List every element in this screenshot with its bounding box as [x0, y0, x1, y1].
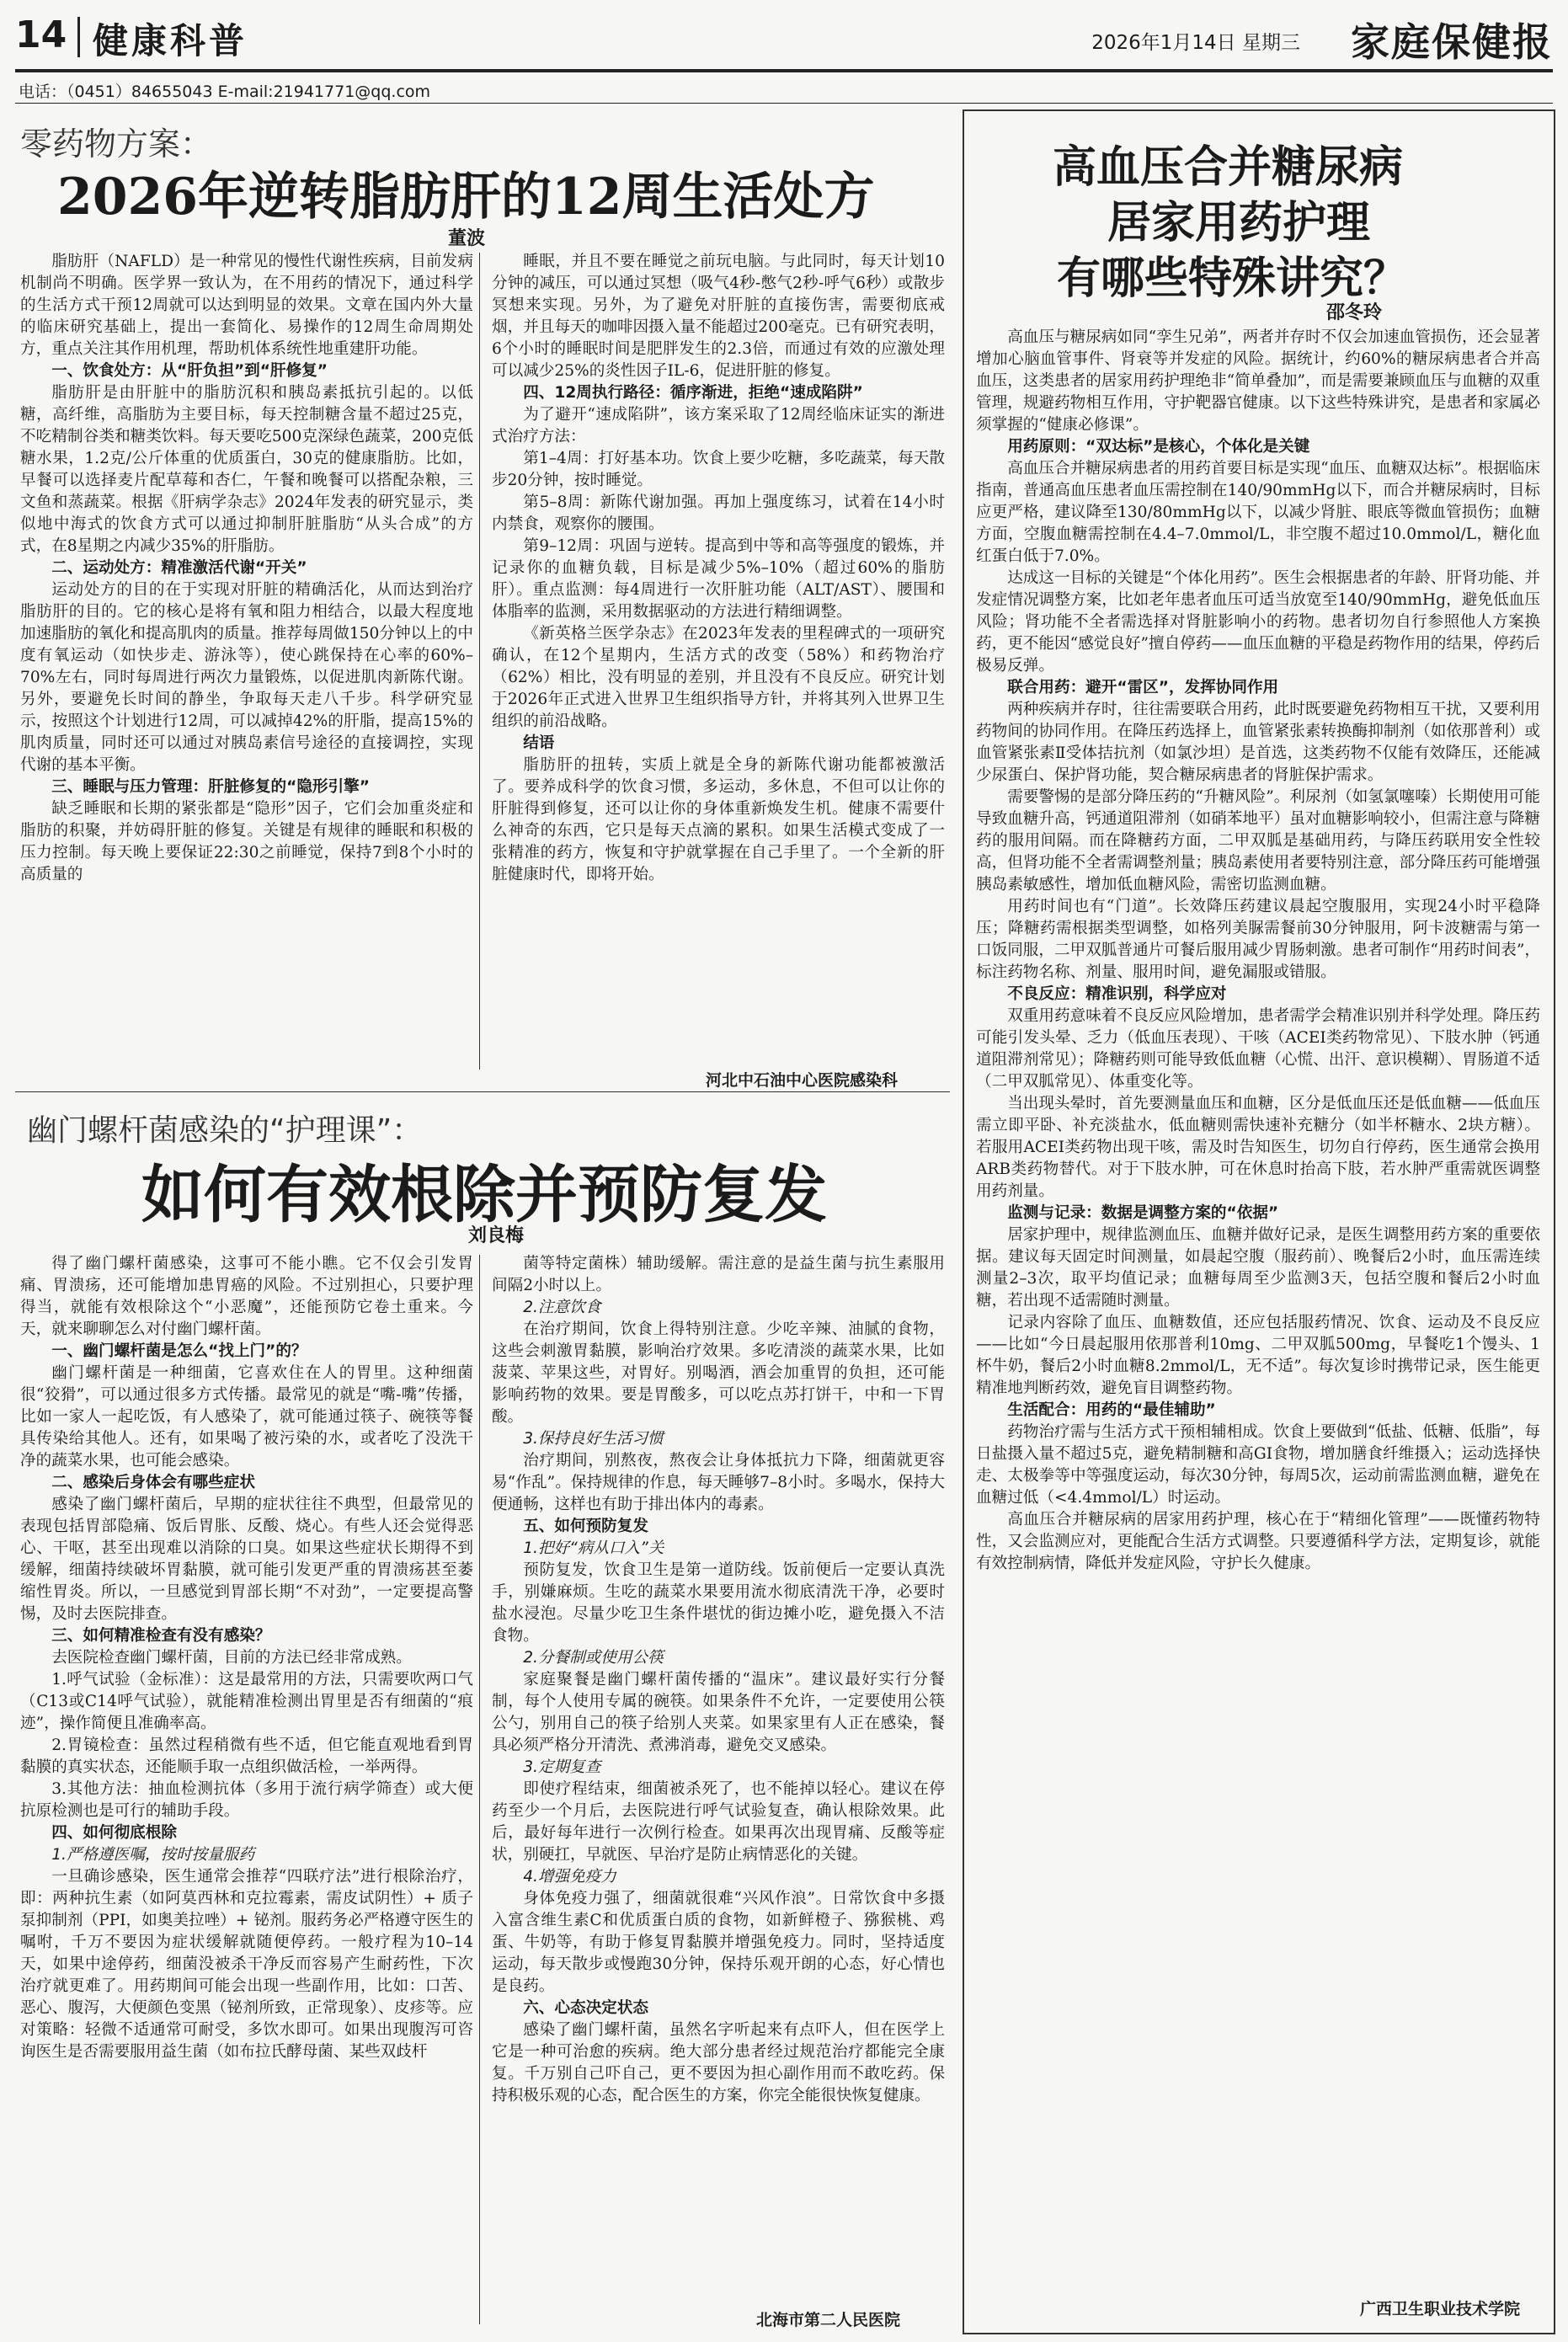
paragraph: 一旦确诊感染，医生通常会推荐“四联疗法”进行根除治疗，即：两种抗生素（如阿莫西林和克拉霉素，需皮试阴性）+ 质子泵抑制剂（PPI，如奥美拉唑）+ 铋剂。服药务必严格遵守医生的嘱咐，千万不要因为症状缓解就随便停药。一般疗程为10–14天，如果中途停药，细菌没被杀干净反而容易产生耐药性，下次治疗就更难了。用药期间可能会出现一些副作用，比如：口苦、恶心、腹泻，大便颜色变黑（铋剂所致，正常现象）、皮疹等。应对策略：轻微不适通常可耐受，多饮水即可。如果出现腹泻可咨询医生是否需要服用益生菌（如布拉氏酵母菌、某些双歧杆	[20, 1868, 473, 2061]
paragraph: 1.呼气试验（金标准）：这是最常用的方法，只需要吹两口气（C13或C14呼气试验），就能精准检测出胃里是否有细菌的“痕迹”，操作简便且准确率高。	[20, 1671, 473, 1732]
paragraph: 幽门螺杆菌是一种细菌，它喜欢住在人的胃里。这种细菌很“狡猾”，可以通过很多方式传播。最常见的就是“嘴-嘴”传播，比如一家人一起吃饭，有人感染了，就可能通过筷子、碗筷等餐具传染给其他人。还有，如果喝了被污染的水，或者吃了没洗干净的蔬菜水果，也可能会感染。	[20, 1364, 473, 1470]
article-author: 邵冬玲	[1326, 302, 1383, 323]
paragraph: 在治疗期间，饮食上得特别注意。少吃辛辣、油腻的食物，这些会刺激胃黏膜，影响治疗效果。多吃清淡的蔬菜水果，比如菠菜、苹果这些，对胃好。别喝酒，酒会加重胃的负担，还可能影响药物的效果。要是胃酸多，可以吃点苏打饼干，中和一下胃酸。	[492, 1320, 945, 1426]
section-heading: 用药原则：“双达标”是核心，个体化是关键	[1007, 438, 1310, 456]
paragraph: 运动处方的目的在于实现对肝脏的精确活化，从而达到治疗脂肪肝的目的。它的核心是将有氧和阻力相结合，以最大程度地加速脂肪的氧化和提高肌肉的质量。推荐每周做150分钟以上的中度有氧运动（如快步走、游泳等），使心跳保持在心率的60%–70%左右，同时每周进行两次力量锻炼，以促进肌肉新陈代谢。另外，要避免长时间的静坐，争取每天走八千步。科学研究显示，按照这个计划进行12周，可以减掉42%的肝脂，提高15%的肌肉质量，同时还可以通过对胰岛素信号途径的直接调控，实现代谢的基本平衡。	[20, 581, 473, 774]
paragraph: 第1–4周：打好基本功。饮食上要少吃糖，多吃蔬菜，每天散步20分钟，按时睡觉。	[492, 450, 945, 489]
article-author: 刘良梅	[468, 1225, 525, 1246]
article-column	[492, 1253, 945, 2306]
paragraph: 感染了幽门螺杆菌后，早期的症状往往不典型，但最常见的表现包括胃部隐痛、饭后胃胀、反酸、烧心。有些人还会觉得恶心、干呕，甚至出现难以消除的口臭。如果这些症状长期得不到缓解，细菌持续破坏胃黏膜，就可能引发更严重的胃溃疡甚至萎缩性胃炎。所以，一旦感觉到胃部长期“不对劲”，一定要提高警惕，及时去医院排查。	[20, 1496, 473, 1623]
paragraph: 身体免疫力强了，细菌就很难“兴风作浪”。日常饮食中多摄入富含维生素C和优质蛋白质的食物，如新鲜橙子、猕猴桃、鸡蛋、牛奶等，有助于修复胃黏膜并增强免疫力。同时，坚持适度运动，每天散步或慢跑30分钟，保持乐观开朗的心态，好心情也是良药。	[492, 1890, 945, 1995]
section-heading: 2.注意饮食	[523, 1299, 601, 1316]
section-heading: 一、饮食处方：从“肝负担”到“肝修复”	[51, 362, 328, 380]
section-heading: 1.把好“病从口入”关	[523, 1539, 664, 1557]
column-divider	[479, 253, 480, 1070]
paragraph: 感染了幽门螺杆菌，虽然名字听起来有点吓人，但在医学上它是一种可治愈的疾病。绝大部分患者经过规范治疗都能完全康复。千万别自己吓自己，更不要因为担心副作用而不敢吃药。保持积极乐观的心态，配合医生的方案，你完全能很快恢复健康。	[492, 2021, 945, 2105]
paragraph: 为了避开“速成陷阱”，该方案采取了12周经临床证实的渐进式治疗方法：	[492, 406, 945, 445]
section-heading: 监测与记录：数据是调整方案的“依据”	[1007, 1204, 1279, 1222]
article-title-line: 有哪些特殊讲究？	[1057, 253, 1408, 304]
section-heading: 结语	[523, 734, 555, 752]
article-hypertension-diabetes	[963, 109, 1555, 2334]
paragraph: 双重用药意味着不良反应风险增加，患者需学会精准识别并科学处理。降压药可能引发头晕、乏力（低血压表现）、干咳（ACEI类药物常见）、下肢水肿（钙通道阻滞剂常见）；降糖药则可能导致低血糖（心慌、出汗、意识模糊）、胃肠道不适（二甲双胍常见）、体重变化等。	[976, 1007, 1540, 1091]
section-heading: 四、如何彻底根除	[51, 1824, 177, 1842]
article-column	[492, 251, 945, 1118]
masthead-rule	[15, 69, 1553, 72]
article-column	[20, 251, 473, 1118]
paragraph: 家庭聚餐是幽门螺杆菌传播的“温床”。建议最好实行分餐制，每个人使用专属的碗筷。如果条件不允许，一定要使用公筷公勺，别用自己的筷子给别人夹菜。如果家里有人正在感染，餐具必须严格分开清洗、煮沸消毒，避免交叉感染。	[492, 1671, 945, 1754]
section-heading: 4.增强免疫力	[523, 1868, 616, 1886]
section-title: 健康科普	[93, 20, 248, 61]
paragraph: 脂肪肝的扭转，实质上就是全身的新陈代谢功能都被激活了。要养成科学的饮食习惯，多运动，多休息，不但可以让你的肝脏得到修复，还可以让你的身体重新焕发生机。健康不需要什么神奇的东西，它只是每天点滴的累积。如果生活模式变成了一张精准的药方，恢复和守护就掌握在自己手里了。一个全新的肝脏健康时代，即将开始。	[492, 756, 945, 883]
issue-date: 2026年1月14日 星期三	[1091, 32, 1300, 54]
paragraph: 预防复发，饮食卫生是第一道防线。饭前便后一定要认真洗手，别嫌麻烦。生吃的蔬菜水果要用流水彻底清洗干净，必要时盐水浸泡。尽量少吃卫生条件堪忧的街边摊小吃，避免摄入不洁食物。	[492, 1561, 945, 1645]
paragraph: 菌等特定菌株）辅助缓解。需注意的是益生菌与抗生素服用间隔2小时以上。	[492, 1255, 945, 1294]
paragraph: 记录内容除了血压、血糖数值，还应包括服药情况、饮食、运动及不良反应——比如“今日晨起服用依那普利10mg、二甲双胍500mg，早餐吃1个馒头、1杯牛奶，餐后2小时血糖8.2mmol/L，无不适”。每次复诊时携带记录，医生能更精准地判断药效，避免盲目调整药物。	[976, 1314, 1540, 1397]
paragraph: 即使疗程结束，细菌被杀死了，也不能掉以轻心。建议在停药至少一个月后，去医院进行呼气试验复查，确认根除效果。此后，最好每年进行一次例行检查。如果再次出现胃痛、反酸等症状，别硬扛，早就医、早治疗是防止病情恶化的关键。	[492, 1780, 945, 1864]
paragraph: 用药时间也有“门道”。长效降压药建议晨起空腹服用，实现24小时平稳降压；降糖药需根据类型调整，如格列美脲需餐前30分钟服用，阿卡波糖需与第一口饭同服，二甲双胍普通片可餐后服用减少胃肠刺激。患者可制作“用药时间表”，标注药物名称、剂量、服用时间，避免漏服或错服。	[976, 898, 1540, 981]
paragraph: 脂肪肝是由肝脏中的脂肪沉积和胰岛素抵抗引起的。以低糖，高纤维，高脂肪为主要目标，每天控制糖含量不超过25克，不吃精制谷类和糖类饮料。每天要吃500克深绿色蔬菜，200克低糖水果，1.2克/公斤体重的优质蛋白，30克的健康脂肪。比如，早餐可以选择麦片配草莓和杏仁，午餐和晚餐可以搭配杂粮，三文鱼和蒸蔬菜。根据《肝病学杂志》2024年发表的研究显示，类似地中海式的饮食方式可以通过抑制肝脏脂肪“从头合成”的方式，在8星期之内减少35%的肝脂肪。	[20, 384, 473, 555]
paragraph: 第5–8周：新陈代谢加强。再加上强度练习，试着在14小时内禁食，观察你的腰围。	[492, 493, 945, 533]
article-column	[20, 1253, 473, 2306]
section-heading: 一、幽门螺杆菌是怎么“找上门”的？	[51, 1342, 307, 1360]
paragraph: 缺乏睡眠和长期的紧张都是“隐形”因子，它们会加重炎症和脂肪的积聚，并妨碍肝脏的修复。关键是有规律的睡眠和积极的压力控制。每天晚上要保证22:30之前睡觉，保持7到8个小时的高质量的	[20, 800, 473, 883]
section-heading: 六、心态决定状态	[523, 1999, 648, 2017]
section-heading: 3.保持良好生活习惯	[523, 1430, 664, 1448]
paragraph: 高血压合并糖尿病患者的用药首要目标是实现“血压、血糖双达标”。根据临床指南，普通高血压患者血压需控制在140/90mmHg以下，而合并糖尿病时，目标应更严格，建议降至130/80mmHg以下，以减少肾脏、眼底等微血管损伤；血糖方面，空腹血糖需控制在4.4–7.0mmol/L，非空腹不超过10.0mmol/L，糖化血红蛋白低于7.0%。	[976, 460, 1540, 565]
section-heading: 3.定期复查	[523, 1758, 601, 1776]
article-title: 2026年逆转脂肪肝的12周生活处方	[57, 168, 875, 227]
section-heading: 三、睡眠与压力管理：肝脏修复的“隐形引擎”	[51, 778, 370, 796]
section-heading: 四、12周执行路径：循序渐进，拒绝“速成陷阱”	[523, 384, 863, 402]
section-heading: 不良反应：精准识别，科学应对	[1007, 985, 1227, 1003]
page-number: 14	[15, 13, 67, 56]
article-source: 河北中石油中心医院感染科	[706, 1071, 899, 1090]
article-h-pylori	[15, 1095, 950, 2333]
article-source: 北海市第二人民医院	[756, 2311, 901, 2329]
paragraph: 2.胃镜检查：虽然过程稍微有些不适，但它能直观地看到胃黏膜的真实状态，还能顺手取一点组织做活检，一举两得。	[20, 1736, 473, 1776]
section-heading: 联合用药：避开“雷区”，发挥协同作用	[1007, 679, 1279, 696]
article-kicker: 幽门螺杆菌感染的“护理课”：	[27, 1113, 423, 1148]
paragraph: 两种疾病并存时，往往需要联合用药，此时既要避免药物相互干扰，又要利用药物间的协同作用。在降压药选择上，血管紧张素转换酶抑制剂（如依那普利）或血管紧张素Ⅱ受体拮抗剂（如氯沙坦）是首选，这类药物不仅能有效降压，还能减少尿蛋白、保护肾功能，契合糖尿病患者的肾脏保护需求。	[976, 701, 1540, 784]
article-title: 如何有效根除并预防复发	[141, 1159, 827, 1231]
article-column	[976, 327, 1540, 2264]
section-heading: 1.严格遵医嘱，按时按量服药	[51, 1846, 255, 1864]
column-divider	[479, 1255, 480, 2324]
section-heading: 五、如何预防复发	[523, 1518, 648, 1535]
paragraph: 脂肪肝（NAFLD）是一种常见的慢性代谢性疾病，目前发病机制尚不明确。医学界一致认为，在不用药的情况下，通过科学的生活方式干预12周就可以达到明显的效果。文章在国内外大量的临床研究基础上，提出一套简化、易操作的12周生命周期处方，重点关注其作用机理，帮助机体系统性地重建肝功能。	[20, 253, 473, 358]
article-fatty-liver	[15, 108, 950, 1093]
masthead-separator	[77, 17, 80, 57]
article-kicker: 零药物方案：	[20, 125, 213, 163]
paragraph: 居家护理中，规律监测血压、血糖并做好记录，是医生调整用药方案的重要依据。建议每天固定时间测量，如晨起空腹（服药前）、晚餐后2小时，血压需连续测量2–3次，取平均值记录；血糖每周至少监测3天，包括空腹和餐后2小时血糖，若出现不适需随时测量。	[976, 1226, 1540, 1310]
paragraph: 高血压与糖尿病如同“孪生兄弟”，两者并存时不仅会加速血管损伤，还会显著增加心脑血管事件、肾衰等并发症的风险。据统计，约60%的糖尿病患者合并高血压，这类患者的居家用药护理绝非“简单叠加”，而是需要兼顾血压与血糖的双重管理，规避药物相互作用，守护靶器官健康。以下这些特殊讲究，是患者和家属必须掌握的“健康必修课”。	[976, 328, 1540, 434]
paragraph: 高血压合并糖尿病的居家用药护理，核心在于“精细化管理”——既懂药物特性，又会监测应对，更能配合生活方式调整。只要遵循科学方法，定期复诊，就能有效控制病情，降低并发症风险，守护长久健康。	[976, 1511, 1540, 1572]
article-divider	[15, 1091, 950, 1092]
paragraph: 当出现头晕时，首先要测量血压和血糖，区分是低血压还是低血糖——低血压需立即平卧、补充淡盐水，低血糖则需快速补充糖分（如半杯糖水、2块方糖）。若服用ACEI类药物出现干咳，需及时告知医生，切勿自行停药，医生通常会换用ARB类药物替代。对于下肢水肿，可在休息时抬高下肢，若水肿严重需就医调整用药剂量。	[976, 1095, 1540, 1200]
section-heading: 二、感染后身体会有哪些症状	[51, 1474, 255, 1491]
paragraph: 3.其他方法：抽血检测抗体（多用于流行病学筛查）或大便抗原检测也是可行的辅助手段。	[20, 1780, 473, 1820]
section-heading: 生活配合：用药的“最佳辅助”	[1007, 1401, 1216, 1419]
section-heading: 二、运动处方：精准激活代谢“开关”	[51, 559, 307, 577]
paragraph: 治疗期间，别熬夜，熬夜会让身体抵抗力下降，细菌就更容易“作乱”。保持规律的作息，每天睡够7–8小时。多喝水，保持大便通畅，这样也有助于排出体内的毒素。	[492, 1452, 945, 1513]
paragraph: 得了幽门螺杆菌感染，这事可不能小瞧。它不仅会引发胃痛、胃溃疡，还可能增加患胃癌的风险。不过别担心，只要护理得当，就能有效根除这个“小恶魔”，还能预防它卷土重来。今天，就来聊聊怎么对付幽门螺杆菌。	[20, 1255, 473, 1338]
section-heading: 三、如何精准检查有没有感染？	[51, 1627, 271, 1645]
paragraph: 达成这一目标的关键是“个体化用药”。医生会根据患者的年龄、肝肾功能、并发症情况调整方案，比如老年患者血压可适当放宽至140/90mmHg，避免低血压风险；肾功能不全者需选择对肾脏影响小的药物。患者切勿自行参照他人方案换药，更不能因“感觉良好”擅自停药——血压血糖的平稳是药物作用的结果，停药后极易反弹。	[976, 569, 1540, 675]
paragraph: 药物治疗需与生活方式干预相辅相成。饮食上要做到“低盐、低糖、低脂”，每日盐摄入量不超过5克，避免精制糖和高GI食物，增加膳食纤维摄入；运动选择快走、太极拳等中等强度运动，每次30分钟，每周5次，运动前需监测血糖，避免在血糖过低（<4.4mmol/L）时运动。	[976, 1423, 1540, 1507]
paragraph: 第9–12周：巩固与逆转。提高到中等和高等强度的锻炼，并记录你的血糖负载，目标是减少5%–10%（超过60%的脂肪肝）。重点监测：每4周进行一次肝脏功能（ALT/AST）、腰围和体脂率的监测，采用数据驱动的方法进行精细调整。	[492, 537, 945, 621]
article-source: 广西卫生职业技术学院	[1360, 2300, 1521, 2318]
contact-line: 电话：（0451）84655043 E-mail:21941771@qq.com	[19, 83, 431, 101]
newspaper-name: 家庭保健报	[1351, 19, 1553, 65]
paragraph: 去医院检查幽门螺杆菌，目前的方法已经非常成熟。	[51, 1649, 412, 1667]
article-author: 董波	[448, 228, 486, 249]
paragraph: 《新英格兰医学杂志》在2023年发表的里程碑式的一项研究确认，在12个星期内，生活方式的改变（58%）和药物治疗（62%）相比，没有明显的差别，并且没有不良反应。研究计划于2026年正式进入世界卫生组织指导方针，并将其列入世界卫生组织的前沿战略。	[492, 625, 945, 730]
contact-rule	[15, 103, 1553, 104]
paragraph: 睡眠，并且不要在睡觉之前玩电脑。与此同时，每天计划10分钟的减压，可以通过冥想（吸气4秒-憋气2秒-呼气6秒）或散步冥想来实现。另外，为了避免对肝脏的直接伤害，需要彻底戒烟，并且每天的咖啡因摄入量不能超过200毫克。已有研究表明，6个小时的睡眠时间是肥胖发生的2.3倍，而通过有效的应激处理可以减少25%的炎性因子IL-6，促进肝脏的修复。	[492, 253, 945, 380]
paragraph: 需要警惕的是部分降压药的“升糖风险”。利尿剂（如氢氯噻嗪）长期使用可能导致血糖升高，钙通道阻滞剂（如硝苯地平）虽对血糖影响较小，但需注意与降糖药的服用间隔。而在降糖药方面，二甲双胍是基础用药，与降压药联用安全性较高，但肾功能不全者需调整剂量；胰岛素使用者要特别注意，部分降压药可能增强胰岛素敏感性，增加低血糖风险，需密切监测血糖。	[976, 788, 1540, 894]
masthead	[15, 13, 1553, 64]
article-title-line: 居家用药护理	[1107, 197, 1371, 248]
article-title-line: 高血压合并糖尿病	[1053, 141, 1404, 193]
section-heading: 2.分餐制或使用公筷	[523, 1649, 664, 1667]
